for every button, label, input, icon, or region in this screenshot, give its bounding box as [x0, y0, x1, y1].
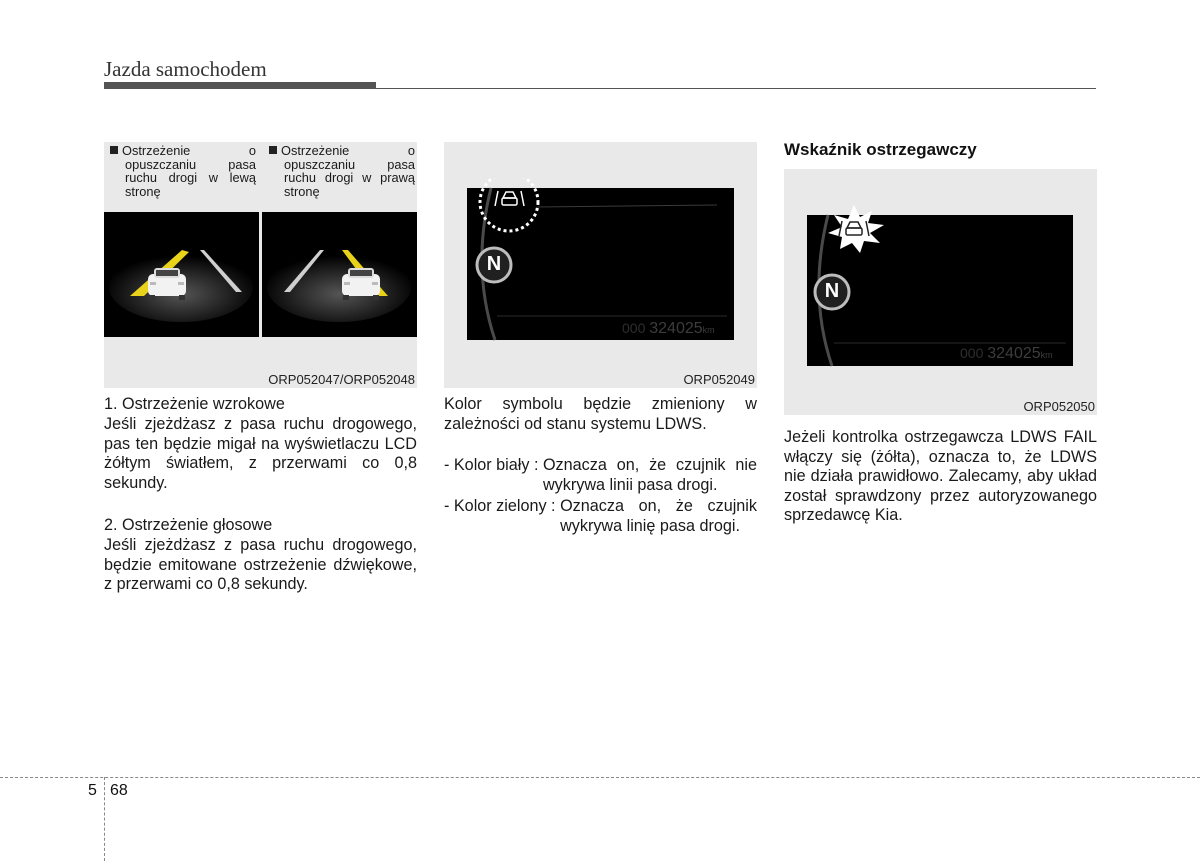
odometer-readout: 000 324025km	[622, 320, 715, 337]
page-header-title: Jazda samochodem	[104, 57, 267, 81]
figure-code: ORP052047/ORP052048	[268, 372, 415, 387]
bullet-square-icon	[269, 146, 277, 154]
section-title: Wskaźnik ostrzegawczy	[784, 140, 977, 159]
figure-code: ORP052049	[683, 372, 755, 387]
list-item: - Kolor zielony : Oznacza on, że czujnik wykrywa linię pasa drogi.	[444, 497, 757, 535]
header-rule-thin	[376, 88, 1096, 89]
section-number: 5	[88, 782, 97, 799]
figure-code: ORP052050	[1023, 399, 1095, 414]
right-lane-warning-image	[262, 212, 417, 337]
lcd-display-figure	[444, 142, 757, 388]
list-item: - Kolor biały : Oznacza on, że czujnik nie wykrywa linii pasa drogi.	[444, 456, 757, 494]
footer-dashed-divider	[104, 777, 105, 861]
visual-warning-text: Jeśli zjeżdżasz z pasa ruchu drogowego, pas ten będzie migał na wyświetlaczu LCD żółtym światłem, z przerwami co 0,8 sekundy.	[104, 415, 417, 492]
gear-indicator: N	[824, 280, 840, 302]
warning-right-caption: Ostrzeżenie o opuszczaniu pasa ruchu drogi w prawą stronę	[269, 144, 415, 198]
visual-warning-title: 1. Ostrzeżenie wzrokowe	[104, 395, 285, 413]
ldws-fail-text: Jeżeli kontrolka ostrzegawcza LDWS FAIL włączy się (żółta), oznacza to, że LDWS nie działa prawidłowo. Zalecamy, aby układ został sprawdzony przez autoryzowanego sprzedawcę Kia.	[784, 428, 1097, 524]
footer-dashed-rule	[0, 777, 1200, 778]
header-rule-thick	[104, 82, 376, 89]
color-definition-list	[444, 456, 757, 536]
warning-light-figure	[784, 169, 1097, 415]
page-number: 68	[110, 782, 128, 799]
audio-warning-title: 2. Ostrzeżenie głosowe	[104, 516, 273, 534]
audio-warning-text: Jeśli zjeżdżasz z pasa ruchu drogowego, będzie emitowane ostrzeżenie dźwiękowe, z przerwami co 0,8 sekundy.	[104, 536, 417, 593]
left-lane-warning-image	[104, 212, 259, 337]
bullet-square-icon	[110, 146, 118, 154]
warning-left-caption: Ostrzeżenie o opuszczaniu pasa ruchu drogi w lewą stronę	[110, 144, 256, 198]
lane-departure-figure	[104, 142, 417, 388]
odometer-readout: 000 324025km	[960, 345, 1053, 362]
gear-indicator: N	[486, 253, 502, 275]
symbol-color-intro: Kolor symbolu będzie zmieniony w zależności od stanu systemu LDWS.	[444, 395, 757, 433]
